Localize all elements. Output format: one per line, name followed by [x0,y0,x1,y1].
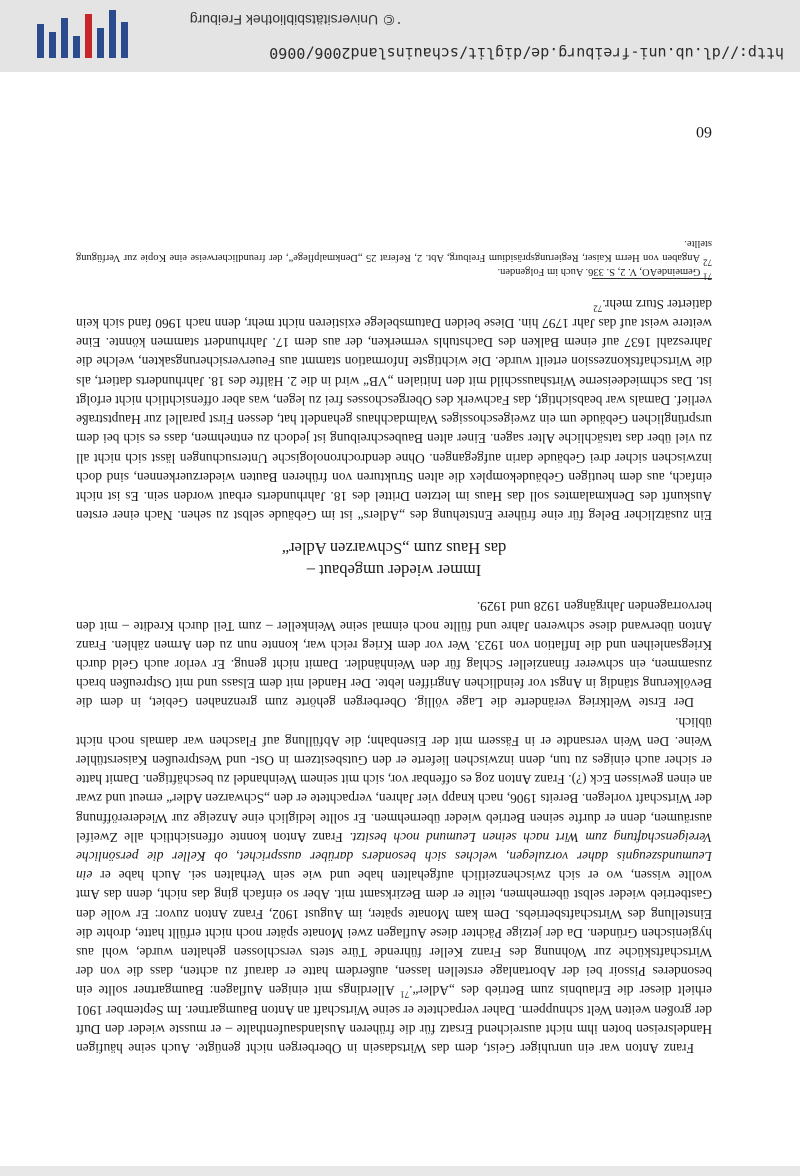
heading-line: Immer wieder umgebaut – [306,561,482,581]
paragraph: Der Erste Weltkrieg veränderte die Lage völlig. Oberbergen gehörte zum grenznahen Gebiet, in dem die Bevölkerung ständig in Angst vor feindlichen Angriffen lebte. Der Handel mit dem Elsass und mit Ostpreußen brach zusammen, ein schwerer finanzieller Schlag für den Weinhändler. Damit nicht genug. Er verlor auch Geld durch Kriegsanleihen und die Inflation von 1923. Wer vor dem Krieg reich war, konnte nun zu den Armen zählen. Franz Anton überwand diese schweren Jahre und füllte noch einmal seine Weinkeller – zum Teil durch Kredite – mit den hervorragenden Jahrgängen 1928 und 1929. [76,599,712,711]
footnote [76,264,712,282]
heading-line: das Haus zum „Schwarzen Adler“ [281,539,507,559]
footnote-number: 71 [703,271,712,282]
footnote [76,236,712,268]
source-url[interactable]: http://dl.ub.uni-freiburg.de/diglit/schauinsland2006/0060 [269,44,784,62]
scan-speck [398,22,400,24]
paragraph-text: Franz Anton konnte offensichtlich alle Zweifel ausräumen, denn er durfte seinen Betrieb wieder übernehmen. Er sollte lediglich eine Anzeige zur Wiedereröffnung der Wirtschaft vorlegen. Bereits 1906, nach knapp vier Jahren, verpachtete er den „Schwarzen Adler“ erneut und zwar an einen gewissen Eck (?). Franz Anton zog es offenbar vor, sich mit seinem Weinhandel zu beschäftigen. Damit hatte er sicher auch einiges zu tun, denn inzwischen lieferte er den Gutsbesitzern in Ost- und Westpreußen Kaiserstühler Weine. Den Wein versandte er in Fässern mit der Eisenbahn; die Abfüllung auf Flaschen war damals noch nicht üblich. [76,714,712,845]
document-page [76,236,712,1058]
paragraph [76,712,712,1058]
footnote-ref: 71 [400,989,410,1000]
copyright-credit [190,11,396,28]
university-logo-icon [16,8,136,64]
footnote-text: GemeindeAO, V. 2, S. 336. Auch im Folgenden. [497,265,701,277]
page-number: 60 [696,123,712,140]
copyright-icon: © [382,11,396,27]
footnote-text: Angaben von Herrn Kaiser, Regierungspräsidium Freiburg, Abt. 2, Referat 25 „Denkmalpflege“, der freundlicherweise eine Kopie zur Verfügung stellte. [76,237,712,263]
credit-text: Universitätsbibliothek Freiburg [189,12,379,28]
paragraph-text: Allerdings mit einigen Auflagen: Baumgartner sollte ein besonderes Pissoir bei der Abortanlage erstellen lassen, außerdem hatte er darauf zu achten, dass die von der Wirtschaftsküche zur Wohnung des Franz Keller führende Türe stets verschlossen gehalten wurde, wohl aus hygienischen Gründen. Da der jetzige Pächter diese Auflagen zwei Monate später noch nicht erfüllt hatte, drohte die Einstellung des Wirtschaftsbetriebs. Dem kam Monate später, im August 1902, Franz Anton zuvor: Er wolle den Gastbetrieb wieder selbst übernehmen, teilte er dem Bezirksamt mit. Aber so einfach ging das nicht, denn das Amt wollte wissen, wo er sich zwischenzeitlich aufgehalten habe und wie sein Verhalten sei. Auch habe er [76,868,712,999]
paragraph-text: Ein zusätzlicher Beleg für eine frühere Entstehung des „Adlers“ ist im Gebäude selbst zu sehen. Nach einer ersten Auskunft des Denkmalamtes soll das Haus im letzten Drittel des 18. Jahrhunderts erbaut worden sein. Es ist nicht einfach, aus dem heutigen Gebäudekomplex die alten Strukturen von früheren Bauten wiederzuerkennen, sind doch inzwischen sicher drei Gebäude darin aufgegangen. Ohne dendrochronologische Untersuchungen lässt sich nicht all zu viel über das tatsächliche Alter sagen. Einer alten Baubeschreibung ist jedoch zu entnehmen, dass es sich bei dem ursprünglichen Gebäude um ein zweigeschossiges Walmdachhaus gehandelt hat, dessen First parallel zur Hauptstraße verlief. Damals war beabsichtigt, das Fachwerk des Obergeschosses frei zu legen, was aber offensichtlich nicht erfolgt ist. Das schmiedeeiserne Wirtshausschild mit den Initialen „VB“ wird in die 2. Hälfte des 18. Jahrhunderts datiert, als die Wirtschaftskonzession erteilt wurde. Die wichtigste Information stammt aus Feuerversicherungsakten, welche die Jahreszahl 1637 auf einem Balken des Dachstuhls vermerken, der aus dem 17. Jahrhundert stammen könnte. Eine weitere weist auf das Jahr 1797 hin. Diese beiden Datumsbelege existieren nicht mehr, denn nach 1960 fand sich kein datierter Sturz mehr. [76,296,712,524]
library-header [0,0,800,72]
paragraph-text: Franz Anton war ein unruhiger Geist, dem das Wirtsdasein in Oberbergen nicht genügte. Auch seine häufigen Handelsreisen boten ihm nicht ausreichend Ersatz für die früheren Auslandsaufenthalte – er musste wieder den Duft der großen weiten Welt schnuppern. Daher verpachtete er seine Wirtschaft an Anton Baumgartner. Im September 1901 erhielt dieser die Erlaubnis zum Betrieb des „Adler“. [76,983,712,1056]
section-heading [76,537,712,581]
paragraph [76,295,712,525]
paragraph-italic-text: ein Leumundszeugnis daher vorzulegen, welches sich besonders darüber aussprichet, ob Keller die persönliche Vereigenschaftung zum Wirt nach seinen Leumund noch besitzt. [76,829,712,884]
footnote-rule [592,278,712,279]
footnotes [76,236,712,282]
footnote-number: 72 [703,257,712,268]
scan-edge-strip [0,1166,800,1176]
footnote-ref: 72 [593,303,603,314]
